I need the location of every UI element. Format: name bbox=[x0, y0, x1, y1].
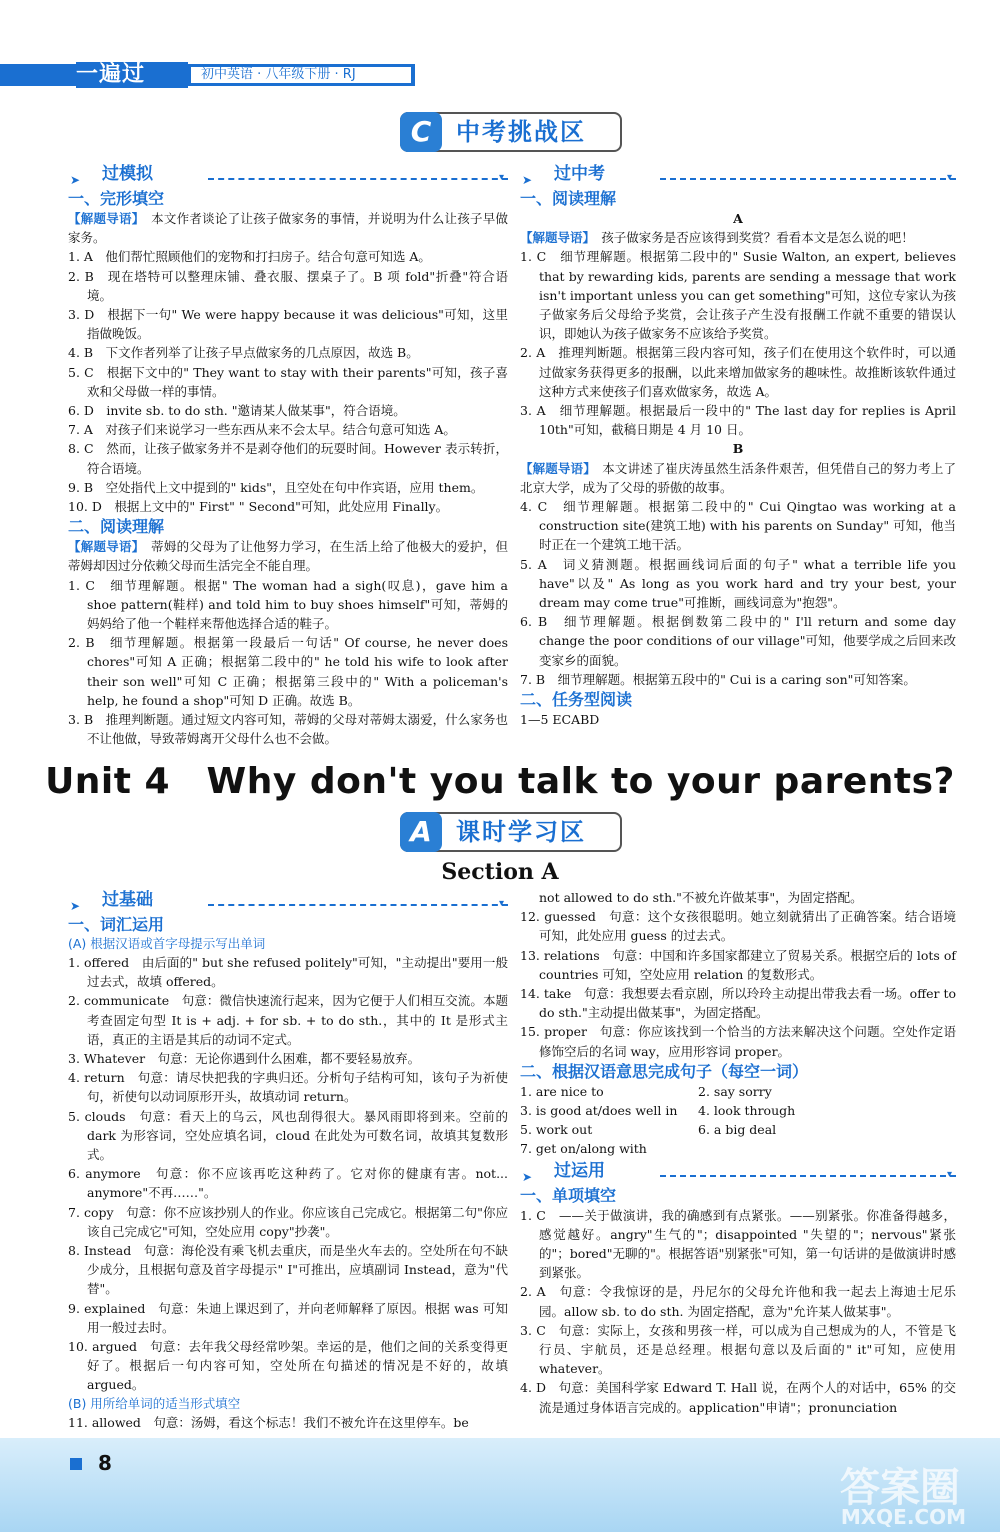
sentence-answers-grid bbox=[520, 1082, 956, 1140]
guo-yunyong-heading: ➤ 过运用 ▾ bbox=[520, 1159, 956, 1185]
answer-item: 5. C 根据下文中的" They want to stay with their parents"可知，孩子喜欢和父母做一样的事情。 bbox=[68, 364, 508, 399]
grid-answer: 4. look through bbox=[698, 1103, 796, 1119]
answer-item: 4. B 下文作者列举了让孩子早点做家务的几点原因，故选 B。 bbox=[68, 345, 419, 361]
answer-item: 2. B 现在塔特可以整理床铺、叠衣服、摆桌子了。B 项 fold"折叠"符合语境。 bbox=[68, 268, 508, 303]
grid-answer: 3. is good at/does well in bbox=[520, 1103, 678, 1119]
cloze-heading: 一、完形填空 bbox=[68, 189, 165, 208]
answer-item: 10. D 根据上文中的" First" " Second"可知，此处应用 Finally。 bbox=[68, 499, 449, 515]
answer-item: 5. A 词义猜测题。根据画线词后面的句子" what a terrible life you have"以及" As long as you work hard and try your best, your dream may come true"可推断，画线词意为"抱怨"。 bbox=[520, 556, 956, 611]
answer-item: 9. explained 句意：朱迪上课迟到了，并向老师解释了原因。根据 was 可知用一般过去时。 bbox=[68, 1300, 508, 1335]
passage-b-label: B bbox=[732, 441, 744, 457]
answer-item: 4. return 句意：请尽快把我的字典归还。分析句子结构可知，该句子为祈使句，祈使句以动词原形开头，故填动词 return。 bbox=[68, 1070, 508, 1105]
watermark-url: MXQE.COM bbox=[840, 1505, 966, 1529]
answer-item: 5. clouds 句意：看天上的乌云，风也刮得很大。暴风雨即将到来。空前的 dark 为形容词，空处应填名词，cloud 在此处为可数名词，故填其复数形式。 bbox=[68, 1108, 508, 1163]
chevron-down-icon: ▾ bbox=[946, 1168, 952, 1180]
answer-item: 3. C 句意：实际上，女孩和男孩一样，可以成为自己想成为的人，不管是飞行员、宇航员，还是总经理。根据句意以及后面的" it"可知，应使用 whatever。 bbox=[520, 1322, 956, 1377]
task-reading-answers: 1—5 ECABD bbox=[520, 712, 600, 728]
answer-item: 7. copy 句意：你不应该抄别人的作业。你应该自己完成它。根据第二句"你应该自己完成它"可知，空处应用 copy"抄袭"。 bbox=[68, 1204, 508, 1239]
answer-item: 4. C 细节理解题。根据第二段中的" Cui Qingtao was working at a construction site(建筑工地) with his parents on Sunday" 可知，他当时正在一个建筑工地干活。 bbox=[520, 499, 956, 553]
sparkle-icon: ➤ bbox=[522, 173, 533, 187]
sparkle-icon: ➤ bbox=[70, 173, 81, 187]
zone-c-title: 中考挑战区 bbox=[456, 118, 586, 146]
answer-item: 2. B 细节理解题。根据第一段最后一句话" Of course, he never does chores"可知 A 正确；根据第二段中的" he told his wife to look after their son well"可知 C 正确；根据第三段中的" With a policeman's help, he found a shop"可知 D 正确。故选 B。 bbox=[68, 635, 508, 708]
answer-item: 7. A 对孩子们来说学习一些东西从来不会太早。结合句意可知选 A。 bbox=[68, 422, 456, 438]
page-footer bbox=[0, 1438, 1000, 1532]
guo-moni-heading: ➤ 过模拟 ▾ bbox=[68, 162, 508, 188]
answer-item: 3. A 细节理解题。根据最后一段中的" The last day for replies is April 10th"可知，截稿日期是 4 月 10 日。 bbox=[520, 403, 956, 438]
book-subtitle: 初中英语 · 八年级下册 · RJ bbox=[190, 66, 412, 84]
answer-item: 1. offered 由后面的" but she refused politely"可知，"主动提出"要用一般过去式，故填 offered。 bbox=[68, 955, 508, 990]
chevron-down-icon: ▾ bbox=[498, 898, 504, 909]
zone-c-heading bbox=[400, 112, 622, 152]
answer-item: 6. anymore 句意：你不应该再吃这种药了。它对你的健康有害。not... anymore"不再……"。 bbox=[68, 1166, 508, 1201]
answer-item: 7. B 细节理解题。根据第五段中的" Cui is a caring son"可知答案。 bbox=[520, 671, 916, 687]
answer-item: 2. A 推理判断题。根据第三段内容可知，孩子们在使用这个软件时，可以通过做家务获得更多的报酬，以此来增加做家务的趣味性。故推断该软件通过这种方式来使孩子们喜欢做家务，故选 A。 bbox=[520, 345, 956, 399]
guo-zhongkao-heading: ➤ 过中考 ▾ bbox=[520, 162, 956, 188]
sparkle-icon: ➤ bbox=[522, 1169, 533, 1184]
answer-item: 8. C 然而，让孩子做家务并不是剥夺他们的玩耍时间。However 表示转折，符合语境。 bbox=[68, 441, 508, 476]
grid-answer: 6. a big deal bbox=[698, 1122, 777, 1138]
answer-item: 15. proper 句意：你应该找到一个恰当的方法来解决这个问题。空处作定语修饰空后的名词 way，应用形容词 proper。 bbox=[520, 1024, 956, 1059]
task-reading-heading: 二、任务型阅读 bbox=[520, 690, 633, 710]
vocab-heading: 一、词汇运用 bbox=[68, 915, 165, 934]
answer-item: 1. C 细节理解题。根据" The woman had a sigh(叹息)，gave him a shoe pattern(鞋样) and told him to buy shoes himself"可知，蒂姆的妈妈给了他一个鞋样来帮他选择合适的鞋子。 bbox=[68, 577, 508, 632]
grid-answer: 2. say sorry bbox=[698, 1083, 772, 1099]
guide-a: 【解题导语】 孩子做家务是否应该得到奖赏？看看本文是怎么说的吧！ bbox=[520, 230, 914, 246]
page-number: 8 bbox=[98, 1451, 112, 1475]
answer-item: 4. D 句意：美国科学家 Edward T. Hall 说，在两个人的对话中，65% 的交流是通过身体语言完成的。application"申请"；pronunciation bbox=[520, 1380, 956, 1415]
zone-c-badge: C bbox=[400, 112, 442, 152]
answer-item: 6. B 细节理解题。根据倒数第二段中的" I'll return and some day change the poor conditions of our village"可知，他要学成之后回来改变家乡的面貌。 bbox=[520, 614, 956, 668]
answer-item: 3. Whatever 句意：无论你遇到什么困难，都不要轻易放弃。 bbox=[68, 1051, 421, 1067]
answer-item: 10. argued 句意：去年我父母经常吵架。幸运的是，他们之间的关系变得更好了。根据后一句内容可知，空处所在句描述的情况是不好的，故填 argued。 bbox=[68, 1339, 508, 1393]
brand-logo: 一遍过 bbox=[76, 62, 188, 88]
answer-item: 8. Instead 句意：海伦没有乘飞机去重庆，而是坐火车去的。空处所在句不缺少成分，且根据句意及首字母提示" I"可推出，应填副词 Instead，意为"代替"。 bbox=[68, 1243, 508, 1297]
zone-a-title: 课时学习区 bbox=[456, 818, 586, 846]
unit-title: Unit 4 Why don't you talk to your parents? bbox=[45, 761, 955, 802]
answer-item: 11. allowed 句意：汤姆，看这个标志！我们不被允许在这里停车。be bbox=[68, 1414, 469, 1430]
section-title: Section A bbox=[441, 859, 559, 885]
answer-item: 2. A 句意：令我惊讶的是，丹尼尔的父母允许他和我一起去上海迪士尼乐园。allow sb. to do sth. 为固定搭配，意为"允许某人做某事"。 bbox=[520, 1284, 956, 1319]
single-choice-heading: 一、单项填空 bbox=[520, 1185, 617, 1205]
answer-item: 1. C 细节理解题。根据第二段中的" Susie Walton, an expert, believes that by rewarding kids, parents are sending a message that work isn't important unless you can get something"可知，这位专家认为孩子做家务后父母给予奖赏，会让孩子产生没有报酬工作就不重要的错误认识，即她认为孩子做家务不应该给予奖赏。 bbox=[520, 249, 956, 342]
answer-continuation: not allowed to do sth."不被允许做某事"，为固定搭配。 bbox=[539, 890, 863, 905]
watermark: 答案圈 bbox=[840, 1465, 960, 1511]
page-header bbox=[0, 60, 1000, 90]
right-column-top bbox=[520, 162, 956, 729]
left-column-bottom bbox=[68, 888, 508, 1432]
answer-item: 3. D 根据下一句" We were happy because it was delicious"可知，这里指做晚饭。 bbox=[68, 307, 508, 342]
grid-answer: 7. get on/along with bbox=[520, 1141, 647, 1157]
guide-1: 【解题导语】 本文作者谈论了让孩子做家务的事情，并说明为什么让孩子早做家务。 bbox=[68, 211, 508, 246]
answer-item: 3. B 推理判断题。通过短文内容可知，蒂姆的父母对蒂姆太溺爱，什么家务也不让他做，导致蒂姆离开父母什么也不会做。 bbox=[68, 712, 508, 747]
right-column-bottom bbox=[520, 888, 956, 1417]
answer-item: 13. relations 句意：中国和许多国家都建立了贸易关系。根据空后的 lots of countries 可知，空处应用 relation 的复数形式。 bbox=[520, 947, 956, 982]
vocab-part-a: (A) 根据汉语或首字母提示写出单词 bbox=[68, 936, 266, 951]
answer-item: 1. C ——关于做演讲，我的确感到有点紧张。——别紧张。你准备得越多，感觉越好。angry"生气的"；disappointed "失望的"；nervous"紧张的"；bored"无聊的"。根据答语"别紧张"可知，第一句话讲的是做演讲时感到紧张。 bbox=[520, 1207, 956, 1281]
sparkle-icon: ➤ bbox=[70, 899, 81, 913]
sentence-completion-heading: 二、根据汉语意思完成句子（每空一词） bbox=[520, 1061, 809, 1081]
left-column-top bbox=[68, 162, 508, 748]
answer-item: 2. communicate 句意：微信快速流行起来，因为它便于人们相互交流。本题考查固定句型 It is + adj. + for sb. + to do sth.，其中的 It 是形式主语，真正的主语是其后的动词不定式。 bbox=[68, 993, 508, 1047]
page-marker-icon bbox=[70, 1458, 82, 1470]
reading-heading: 二、阅读理解 bbox=[68, 517, 165, 537]
guide-b: 【解题导语】 本文讲述了崔庆涛虽然生活条件艰苦，但凭借自己的努力考上了北京大学，成为了父母的骄傲的故事。 bbox=[520, 460, 956, 495]
reading-heading-right: 一、阅读理解 bbox=[520, 189, 617, 208]
guo-jichu-heading: ➤ 过基础 ▾ bbox=[68, 888, 508, 914]
chevron-down-icon: ▾ bbox=[946, 172, 952, 183]
answer-item: 6. D invite sb. to do sth. "邀请某人做某事"，符合语境。 bbox=[68, 403, 406, 419]
zone-a-badge: A bbox=[400, 812, 442, 852]
answer-item: 12. guessed 句意：这个女孩很聪明。她立刻就猜出了正确答案。结合语境可知，此处应用 guess 的过去式。 bbox=[520, 909, 956, 944]
answer-item: 14. take 句意：我想要去看京剧，所以玲玲主动提出带我去看一场。offer to do sth."主动提出做某事"，为固定搭配。 bbox=[520, 986, 956, 1021]
zone-a-heading bbox=[400, 812, 622, 852]
vocab-part-b: (B) 用所给单词的适当形式填空 bbox=[68, 1395, 241, 1411]
grid-answer: 1. are nice to bbox=[520, 1083, 604, 1099]
passage-a-label: A bbox=[733, 211, 743, 226]
grid-answer: 5. work out bbox=[520, 1122, 593, 1138]
answer-item: 1. A 他们帮忙照顾他们的宠物和打扫房子。结合句意可知选 A。 bbox=[68, 249, 431, 265]
answer-item: 9. B 空处指代上文中提到的" kids"，且空处在句中作宾语，应用 them。 bbox=[68, 479, 484, 495]
chevron-down-icon: ▾ bbox=[498, 172, 504, 183]
guide-2: 【解题导语】 蒂姆的父母为了让他努力学习，在生活上给了他极大的爱护，但蒂姆却因过分依赖父母而生活完全不能自理。 bbox=[68, 539, 508, 574]
